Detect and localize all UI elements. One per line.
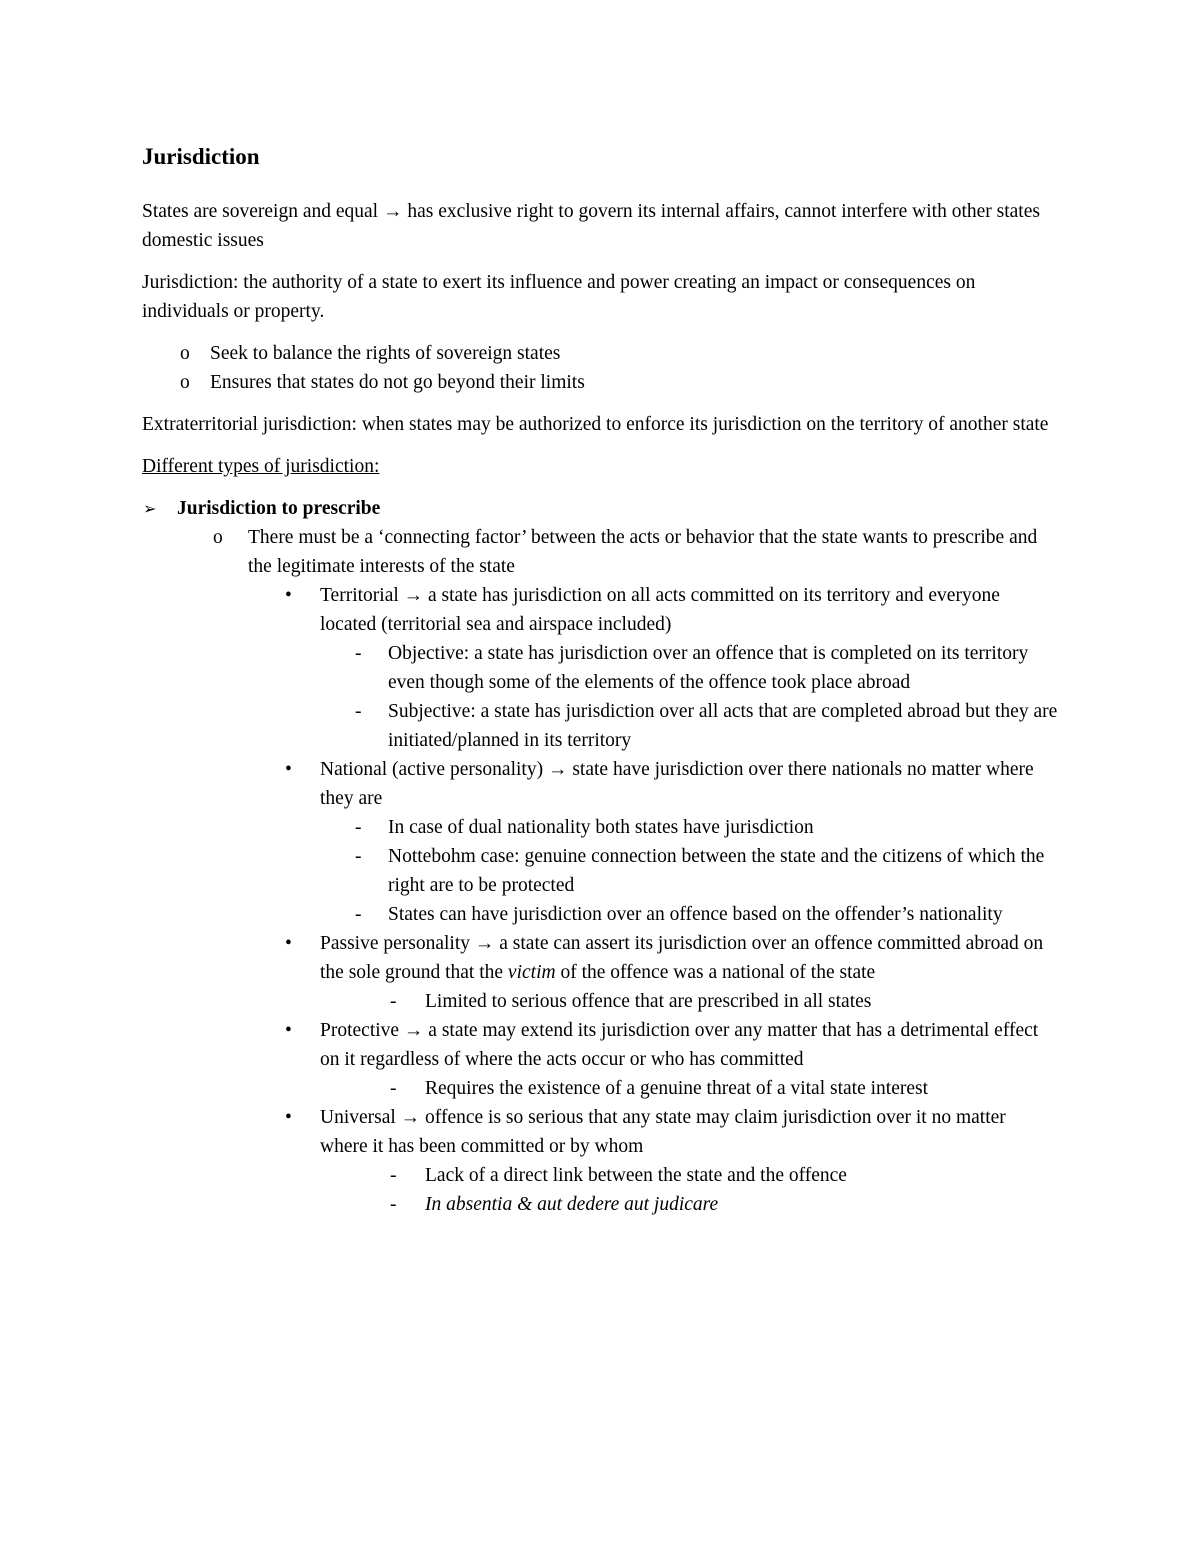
dash-bullet-icon: - <box>390 1078 397 1099</box>
list-item-dual-nationality <box>142 813 1058 842</box>
list-item-territorial <box>142 581 1058 639</box>
list-item-text: In case of dual nationality both states have jurisdiction <box>388 817 814 838</box>
page-title: Jurisdiction <box>142 144 260 169</box>
list-item-text: Requires the existence of a genuine threat of a vital state interest <box>425 1078 929 1099</box>
list-item-text <box>320 929 1058 987</box>
dot-bullet-icon: • <box>285 1020 292 1041</box>
dot-bullet-icon: • <box>285 759 292 780</box>
list-item-national <box>142 755 1058 813</box>
list-item-connecting-factor <box>142 523 1058 581</box>
list-item <box>142 339 1058 368</box>
list-item-text: Seek to balance the rights of sovereign states <box>210 343 561 364</box>
list-item-universal <box>142 1103 1058 1161</box>
paragraph-sovereign-states: States are sovereign and equal → has exclusive right to govern its internal affairs, cannot interfere with other states domestic issues <box>142 201 1040 251</box>
dot-bullet-icon: • <box>285 933 292 954</box>
list-item-objective <box>142 639 1058 697</box>
list-item-lack-direct-link <box>142 1161 1058 1190</box>
section-heading: Different types of jurisdiction: <box>142 456 380 477</box>
list-item-protective <box>142 1016 1058 1074</box>
list-item-subjective <box>142 697 1058 755</box>
list-item-text: States can have jurisdiction over an offence based on the offender’s nationality <box>388 904 1003 925</box>
dash-bullet-icon: - <box>355 643 362 664</box>
dash-bullet-icon: - <box>355 846 362 867</box>
jurisdiction-points-list <box>142 339 1058 397</box>
list-item-limited-serious-offence <box>142 987 1058 1016</box>
text-segment: Passive personality → a state can assert its jurisdiction over an offence committed abroad on the sole ground that the <box>320 933 1044 983</box>
list-item-text: National (active personality) → state have jurisdiction over there nationals no matter where they are <box>320 759 1034 809</box>
list-item <box>142 368 1058 397</box>
list-item-text: Lack of a direct link between the state and the offence <box>425 1165 847 1186</box>
dot-bullet-icon: • <box>285 1107 292 1128</box>
list-item-passive-personality <box>142 929 1058 987</box>
dash-bullet-icon: - <box>390 1165 397 1186</box>
list-item-text: Universal → offence is so serious that any state may claim jurisdiction over it no matter where it has been committed or by whom <box>320 1107 1006 1157</box>
list-item-in-absentia <box>142 1190 1058 1219</box>
circle-bullet-icon: o <box>213 527 223 548</box>
list-item-text-italic: In absentia & aut dedere aut judicare <box>425 1194 719 1215</box>
paragraph-extraterritorial: Extraterritorial jurisdiction: when states may be authorized to enforce its jurisdiction on the territory of another state <box>142 414 1049 435</box>
dash-bullet-icon: - <box>355 701 362 722</box>
list-item-text: Objective: a state has jurisdiction over an offence that is completed on its territory even though some of the elements of the offence took place abroad <box>388 643 1029 693</box>
list-item-text: There must be a ‘connecting factor’ between the acts or behavior that the state wants to prescribe and the legitimate interests of the state <box>248 527 1038 577</box>
arrowhead-bullet-icon: ➢ <box>143 499 157 518</box>
list-item-heading: Jurisdiction to prescribe <box>177 498 381 519</box>
list-item-text: Subjective: a state has jurisdiction over all acts that are completed abroad but they are initiated/planned in its territory <box>388 701 1058 751</box>
text-segment-italic: victim <box>507 962 556 983</box>
circle-bullet-icon: o <box>180 372 190 393</box>
list-item-text: Territorial → a state has jurisdiction on all acts committed on its territory and everyone located (territorial sea and airspace included) <box>320 585 1000 635</box>
list-item-text: Limited to serious offence that are prescribed in all states <box>425 991 872 1012</box>
text-segment: of the offence was a national of the state <box>555 962 876 983</box>
dash-bullet-icon: - <box>355 904 362 925</box>
types-of-jurisdiction-list <box>142 494 1058 1219</box>
dash-bullet-icon: - <box>390 1194 397 1215</box>
paragraph-jurisdiction-definition: Jurisdiction: the authority of a state to exert its influence and power creating an impact or consequences on individuals or property. <box>142 272 976 322</box>
list-item-text: Protective → a state may extend its jurisdiction over any matter that has a detrimental effect on it regardless of where the acts occur or who has committed <box>320 1020 1039 1070</box>
list-item-offender-nationality <box>142 900 1058 929</box>
dot-bullet-icon: • <box>285 585 292 606</box>
list-item-genuine-threat <box>142 1074 1058 1103</box>
list-item-nottebohm-case <box>142 842 1058 900</box>
dash-bullet-icon: - <box>355 817 362 838</box>
list-item-jurisdiction-to-prescribe <box>142 494 1058 523</box>
list-item-text: Ensures that states do not go beyond their limits <box>210 372 585 393</box>
list-item-text: Nottebohm case: genuine connection between the state and the citizens of which the right are to be protected <box>388 846 1045 896</box>
circle-bullet-icon: o <box>180 343 190 364</box>
dash-bullet-icon: - <box>390 991 397 1012</box>
